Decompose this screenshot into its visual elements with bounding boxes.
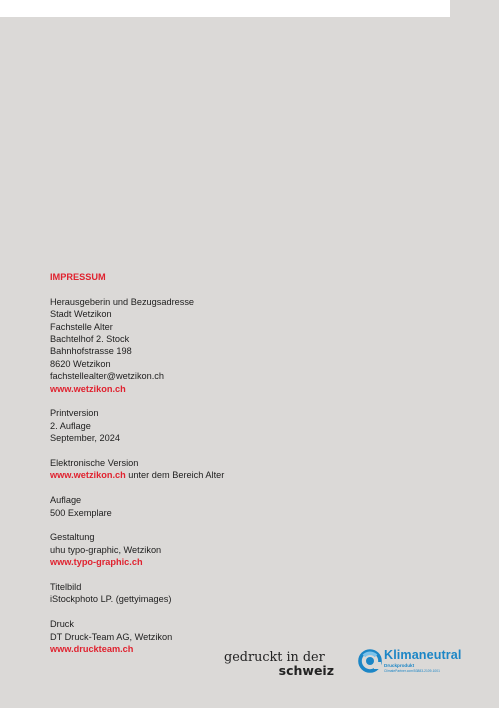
druckteam-link[interactable]: www.druckteam.ch bbox=[50, 644, 134, 655]
publisher-line: Bachtelhof 2. Stock bbox=[50, 334, 130, 345]
typo-graphic-link[interactable]: www.typo-graphic.ch bbox=[50, 557, 143, 568]
print-version-block bbox=[50, 407, 350, 444]
gedruckt-line2: schweiz bbox=[278, 663, 334, 678]
electronic-version-line bbox=[50, 469, 350, 481]
klimaneutral-logo-icon bbox=[358, 649, 382, 673]
design-block bbox=[50, 531, 350, 568]
publisher-line: Fachstelle Alter bbox=[50, 321, 113, 332]
gedruckt-line1: gedruckt in der bbox=[224, 650, 325, 665]
impressum-section bbox=[50, 271, 350, 668]
electronic-version-suffix: unter dem Bereich Alter bbox=[125, 470, 225, 481]
wetzikon-link[interactable]: www.wetzikon.ch bbox=[50, 383, 126, 394]
top-white-strip bbox=[0, 0, 450, 17]
klimaneutral-id: ClimatePartner.com/53883-2109-1001 bbox=[384, 669, 440, 673]
print-version-line: September, 2024 bbox=[50, 433, 120, 444]
edition-line: Auflage bbox=[50, 495, 82, 506]
electronic-version-title: Elektronische Version bbox=[50, 458, 139, 469]
edition-block bbox=[50, 494, 350, 519]
cover-image-line: iStockphoto LP. (gettyimages) bbox=[50, 594, 172, 605]
publisher-line: 8620 Wetzikon bbox=[50, 358, 111, 369]
cover-image-line: Titelbild bbox=[50, 582, 82, 593]
klimaneutral-logo bbox=[358, 648, 473, 680]
publisher-line: Bahnhofstrasse 198 bbox=[50, 346, 132, 357]
publisher-line: Herausgeberin und Bezugsadresse bbox=[50, 296, 195, 307]
printing-line: Druck bbox=[50, 619, 74, 630]
electronic-version-link[interactable]: www.wetzikon.ch bbox=[50, 470, 126, 481]
print-version-line: 2. Auflage bbox=[50, 420, 91, 431]
klimaneutral-title: Klimaneutral bbox=[384, 648, 462, 662]
edition-line: 500 Exemplare bbox=[50, 507, 112, 518]
cover-image-block bbox=[50, 581, 350, 606]
print-version-line: Printversion bbox=[50, 408, 99, 419]
publisher-block bbox=[50, 296, 350, 395]
publisher-line: Stadt Wetzikon bbox=[50, 309, 112, 320]
gedruckt-in-der-schweiz-logo bbox=[224, 650, 336, 678]
impressum-heading: IMPRESSUM bbox=[50, 272, 106, 282]
printing-line: DT Druck-Team AG, Wetzikon bbox=[50, 631, 173, 642]
publisher-email[interactable]: fachstellealter@wetzikon.ch bbox=[50, 371, 165, 382]
design-line: uhu typo-graphic, Wetzikon bbox=[50, 544, 162, 555]
klimaneutral-subtitle: Druckprodukt bbox=[384, 663, 415, 668]
design-line: Gestaltung bbox=[50, 532, 95, 543]
electronic-version-block bbox=[50, 457, 350, 482]
